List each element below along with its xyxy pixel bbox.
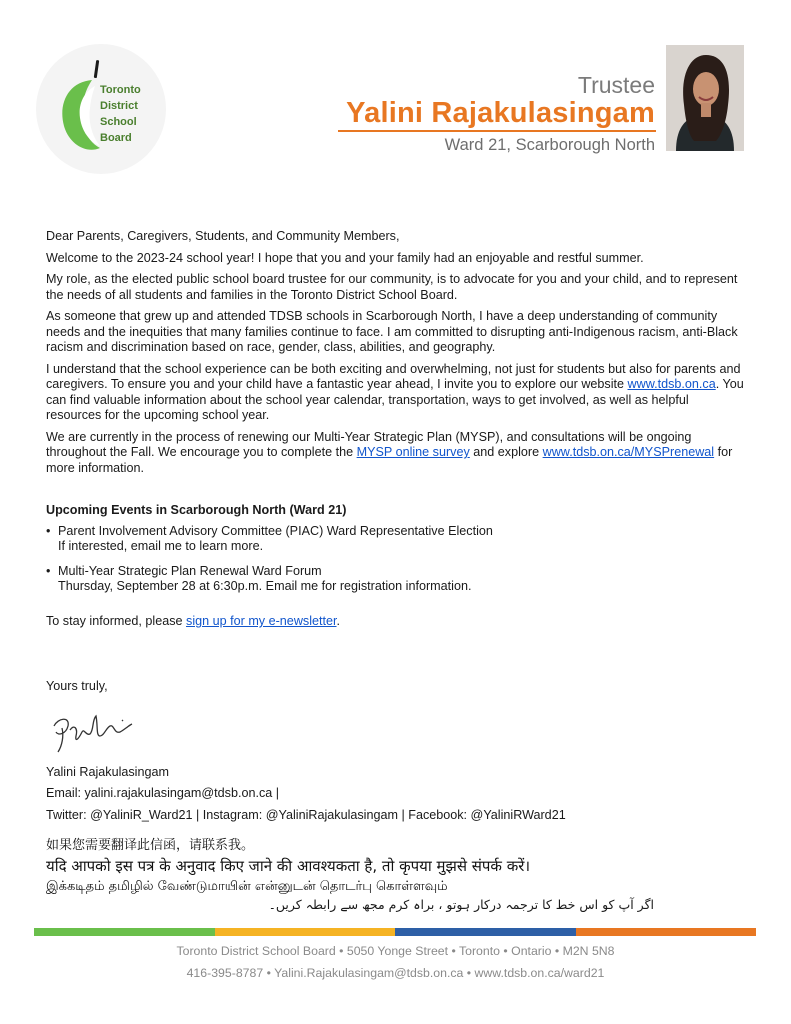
newsletter-text-b: . [336,614,341,628]
newsletter-line [46,614,340,628]
bullet: • [46,564,51,578]
logo-line-2: District [100,100,138,112]
signatory-name: Yalini Rajakulasingam [46,765,169,779]
stripe-yellow [215,928,396,936]
trustee-photo [666,45,744,151]
contact-social: Twitter: @YaliniR_Ward21 | Instagram: @YaliniRajakulasingam | Facebook: @YaliniRWard21 [46,808,566,822]
stripe-green [34,928,215,936]
mysp-renewal-link[interactable]: www.tdsb.on.ca/MYSPrenewal [542,445,715,459]
paragraph-2: My role, as the elected public school board trustee for our community, is to advocate for you and your child, and to represent the needs of all students and families in the Toronto District School Board. [46,272,738,302]
translation-urdu: اگر آپ کو اس خط کا ترجمہ درکار ہوتو ، براہ کرم مجھ سے رابطہ کریں۔ [268,897,654,912]
event-1-detail: If interested, email me to learn more. [58,539,264,553]
paragraph-5-text-c: for more information. [46,445,733,475]
contact-email: Email: yalini.rajakulasingam@tdsb.on.ca | [46,786,280,800]
header-rule [338,130,656,132]
logo-line-4: Board [100,132,132,144]
logo-line-3: School [100,116,137,128]
paragraph-5 [46,430,746,477]
event-2-detail: Thursday, September 28 at 6:30p.m. Email me for registration information. [58,579,472,593]
salutation: Dear Parents, Caregivers, Students, and Community Members, [46,229,400,243]
events-title: Upcoming Events in Scarborough North (Ward 21) [46,503,347,517]
ward-label: Ward 21, Scarborough North [444,136,655,154]
translation-tamil: இக்கடிதம் தமிழில் வேண்டுமாயின் என்னுடன் தொடர்பு கொள்ளவும் [46,879,448,894]
event-2-title: Multi-Year Strategic Plan Renewal Ward Forum [58,564,322,578]
letter-body [46,229,746,482]
paragraph-5-text-a: We are currently in the process of renewing our Multi-Year Strategic Plan (MYSP), and consultations will be ongoing throughout the Fall. We encourage you to complete the [46,429,692,459]
translation-hindi: यदि आपको इस पत्र के अनुवाद किए जाने की आवश्यकता है, तो कृपया मुझसे संपर्क करें। [46,857,531,875]
bullet: • [46,524,51,538]
newsletter-text-a: To stay informed, please [46,614,187,628]
signature-image [48,706,140,754]
footer-contact: 416-395-8787 • Yalini.Rajakulasingam@tdsb.on.ca • www.tdsb.on.ca/ward21 [186,966,605,980]
trustee-name: Yalini Rajakulasingam [346,97,655,129]
tdsb-website-link[interactable]: www.tdsb.on.ca [627,377,716,391]
footer-address: Toronto District School Board • 5050 Yonge Street • Toronto • Ontario • M2N 5N8 [176,944,615,958]
stripe-blue [395,928,576,936]
paragraph-1: Welcome to the 2023-24 school year! I hope that you and your family had an enjoyable and restful summer. [46,250,644,265]
event-item-1 [46,524,493,554]
paragraph-4-text-a: I understand that the school experience can be both exciting and overwhelming, not just for students but also for parents and caregivers. To ensure you and your child have a fantastic year ahead, I invite you to explore our website [46,361,741,391]
paragraph-4-text-b: . You can find valuable information about the school year calendar, transportation, ways to get involved, as well as helpful resources for the upcoming school year. [46,377,744,422]
logo-line-1: Toronto [100,84,141,96]
paragraph-3: As someone that grew up and attended TDSB schools in Scarborough North, I have a deep understanding of community needs and the inequities that many families continue to face. I am committed to disrupting anti-Indigenous racism, anti-Black racism and discrimination based on race, gender, class, abilities, and geography. [46,309,738,354]
paragraph-4 [46,362,746,424]
event-1-title: Parent Involvement Advisory Committee (PIAC) Ward Representative Election [58,524,493,538]
newsletter-signup-link[interactable]: sign up for my e-newsletter [186,614,337,628]
event-item-2 [46,564,471,594]
closing: Yours truly, [46,679,108,693]
translation-chinese: 如果您需要翻译此信函，请联系我。 [46,838,255,853]
tdsb-logo [34,42,168,176]
trustee-label: Trustee [577,72,655,98]
paragraph-5-text-b: and explore [469,445,543,459]
mysp-survey-link[interactable]: MYSP online survey [356,445,470,459]
color-stripe [34,928,756,936]
stripe-orange [576,928,757,936]
